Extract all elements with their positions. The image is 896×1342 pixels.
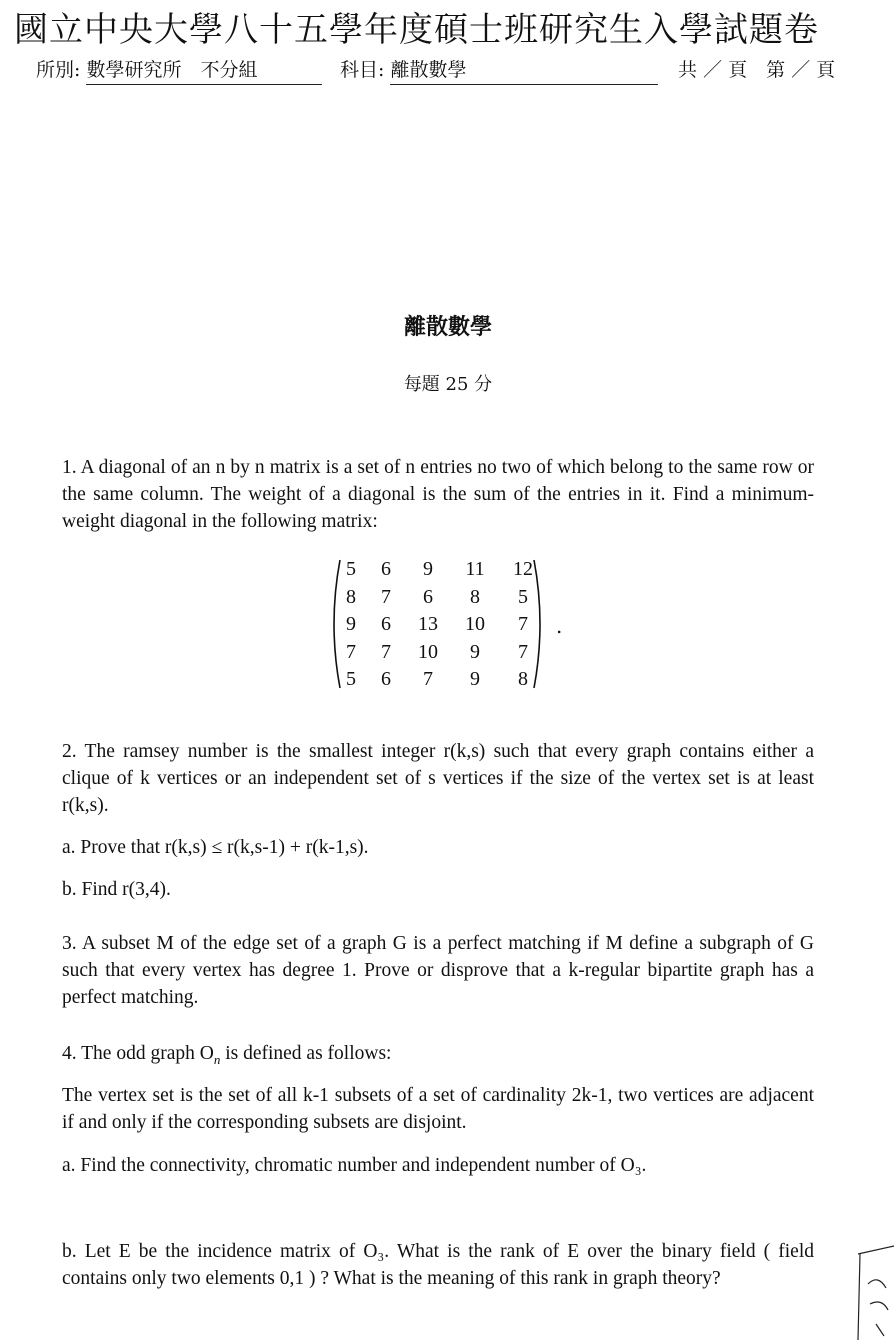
matrix-cell: 6: [381, 558, 391, 580]
question-2a: a. Prove that r(k,s) ≤ r(k,s-1) + r(k-1,s).: [62, 837, 369, 858]
matrix-cell: 9: [470, 640, 480, 663]
matrix-cell: 8: [470, 585, 480, 608]
matrix-cell: 9: [346, 613, 356, 635]
matrix-cell: 6: [423, 585, 433, 608]
matrix-entries: [336, 558, 546, 696]
subject-value: 離散數學: [390, 56, 658, 85]
matrix-cell: 6: [381, 613, 391, 635]
matrix-cell: 13: [418, 613, 438, 635]
matrix-cell: 8: [518, 668, 528, 690]
question-4-intro: is defined as follows:: [225, 1043, 392, 1064]
score-note: 每題 25 分: [403, 374, 493, 395]
matrix-cell: 7: [346, 640, 356, 663]
matrix-cell: 7: [381, 585, 391, 608]
exam-title: 國立中央大學八十五學年度碩士班研究生入學試題卷: [14, 10, 819, 50]
subject-field: [340, 56, 658, 84]
matrix-cell: 8: [346, 585, 356, 608]
matrix-cell: 5: [346, 558, 356, 580]
corner-stamp-mark: [856, 1244, 896, 1342]
matrix-cell: 6: [381, 668, 391, 690]
question-2b: b. Find r(3,4).: [62, 879, 171, 900]
question-4-subscript: n: [213, 1051, 221, 1067]
page-count: 共 ／ 頁 第 ／ 頁: [678, 59, 836, 81]
subject-label: 科目:: [340, 59, 385, 81]
matrix-cell: 12: [513, 558, 533, 580]
weight-matrix: [326, 556, 548, 692]
matrix-cell: 9: [470, 668, 480, 690]
question-1: 1. A diagonal of an n by n matrix is a set of n entries no two of which belong to the same row or the same column. The weight of a diagonal is the sum of the entries in it. Find a minimum-weight diagonal in the following matrix:: [62, 457, 814, 532]
question-3: 3. A subset M of the edge set of a graph G is a perfect matching if M define a subgraph of G such that every vertex has degree 1. Prove or disprove that a k-regular bipartite graph has a perfect matching.: [62, 933, 814, 1008]
matrix-period: .: [556, 614, 563, 638]
matrix-cell: 7: [518, 613, 528, 635]
question-4b: b. Let E be the incidence matrix of O₃. What is the rank of E over the binary field ( field contains only two elements 0,1 ) ? What is the meaning of this rank in graph theory?: [62, 1241, 814, 1289]
matrix-cell: 10: [465, 613, 485, 635]
matrix-cell: 10: [418, 640, 438, 663]
question-2: 2. The ramsey number is the smallest integer r(k,s) such that every graph contains either a clique of k vertices or an independent set of s vertices if the size of the vertex set is at least r(k,s).: [62, 741, 814, 816]
matrix-cell: 9: [423, 558, 433, 580]
matrix-cell: 7: [423, 668, 433, 690]
matrix-cell: 11: [465, 558, 485, 580]
department-value: 數學研究所 不分組: [86, 56, 322, 85]
department-label: 所別:: [36, 59, 81, 81]
matrix-cell: 7: [381, 640, 391, 663]
subject-heading: 離散數學: [403, 314, 492, 340]
matrix-cell: 7: [518, 640, 528, 663]
matrix-cell: 5: [518, 585, 528, 608]
question-4: [62, 1040, 814, 1073]
matrix-cell: 5: [346, 668, 356, 690]
question-4a: a. Find the connectivity, chromatic number and independent number of O₃.: [62, 1155, 647, 1176]
question-4-definition: The vertex set is the set of all k-1 subsets of a set of cardinality 2k-1, two vertices are adjacent if and only if the corresponding subsets are disjoint.: [62, 1085, 814, 1133]
question-4-prefix: 4. The odd graph O: [62, 1043, 214, 1064]
department-field: [36, 56, 322, 84]
